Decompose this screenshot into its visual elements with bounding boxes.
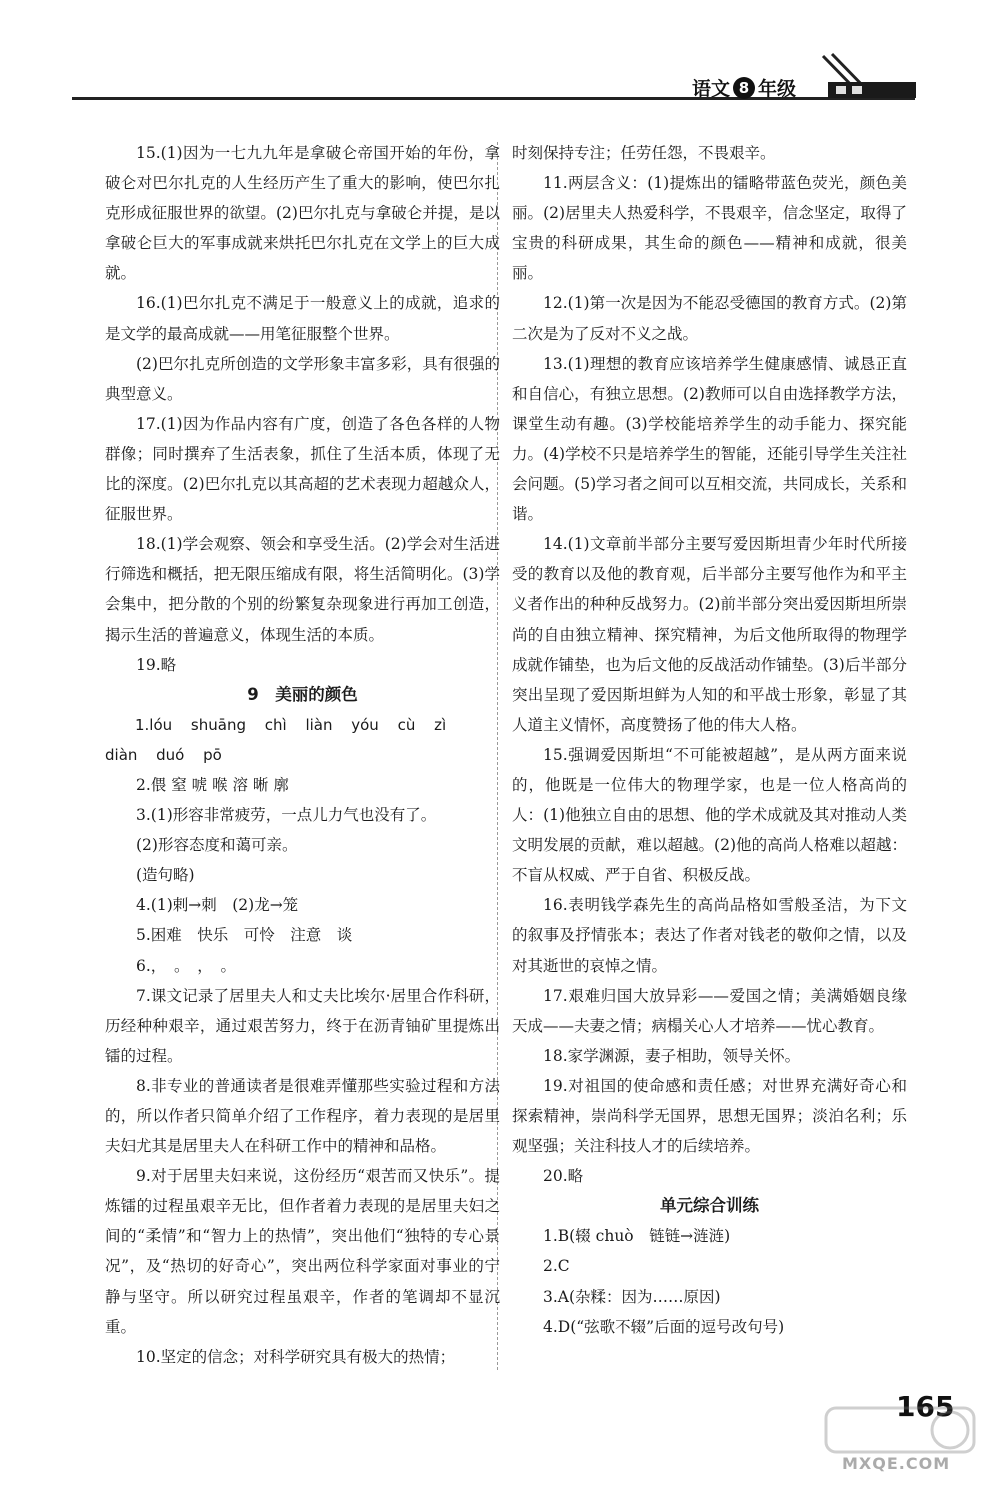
header-subject: 语文 xyxy=(692,78,731,100)
answer-paragraph: 19.略 xyxy=(136,655,177,674)
answer-paragraph: 10.坚定的信念；对科学研究具有极大的热情； xyxy=(136,1347,456,1366)
answer-paragraph: 18.家学渊源，妻子相助，领导关怀。 xyxy=(543,1046,801,1065)
answer-paragraph: 14.(1)文章前半部分主要写爱因斯坦青少年时代所接受的教育以及他的教育观，后半部分主要写他作为和平主义者作出的种种反战努力。(2)前半部分突出爱因斯坦所崇尚的自由独立精神、探究精神，为后文他所取得的物理学成就作铺垫，也为后文他的反战活动作铺垫。(3)后半部分突出呈现了爱因斯坦鲜为人知的和平战士形象，彰显了其人道主义情怀，高度赞扬了他的伟大人格。 xyxy=(512,535,907,734)
answer-paragraph: 7.课文记录了居里夫人和丈夫比埃尔·居里合作科研，历经种种艰辛，通过艰苦努力，终于在沥青铀矿里提炼出镭的过程。 xyxy=(105,986,500,1065)
grade-number-badge: 8 xyxy=(733,77,755,99)
answer-paragraph: (2)巴尔扎克所创造的文学形象丰富多彩，具有很强的典型意义。 xyxy=(105,354,500,403)
answer-paragraph: 3.A(杂糅：因为……原因) xyxy=(543,1287,721,1306)
answer-paragraph: 20.略 xyxy=(543,1167,584,1186)
answer-paragraph: 19.对祖国的使命感和责任感；对世界充满好奇心和探索精神，崇尚科学无国界，思想无国界；淡泊名利；乐观坚强；关注科技人才的后续培养。 xyxy=(512,1076,907,1156)
answer-paragraph: 6.， 。 ， 。 xyxy=(136,956,237,975)
answer-paragraph: 18.(1)学会观察、领会和享受生活。(2)学会对生活进行筛选和概括，把无限压缩成有限，将生活简明化。(3)学会集中，把分散的个别的纷繁复杂现象进行再加工创造，揭示生活的普遍意义，体现生活的本质。 xyxy=(105,535,500,644)
header-decoration xyxy=(818,52,918,100)
pinyin-line: 1.lóu shuāng chì liàn yóu cù zì xyxy=(135,715,447,734)
left-column xyxy=(105,138,500,1372)
answer-paragraph: (2)形容态度和蔼可亲。 xyxy=(136,836,298,855)
pinyin-line: diàn duó pō xyxy=(105,745,222,764)
answer-paragraph: 12.(1)第一次是因为不能忍受德国的教育方式。(2)第二次是为了反对不义之战。 xyxy=(512,294,907,343)
answer-paragraph: 17.(1)因为作品内容有广度，创造了各色各样的人物群像；同时撰弃了生活表象，抓住了生活本质，体现了无比的深度。(2)巴尔扎克以其高超的艺术表现力超越众人，征服世界。 xyxy=(105,414,500,524)
watermark-url: MXQE.COM xyxy=(842,1454,951,1473)
section-heading: 9 美丽的颜色 xyxy=(247,684,358,704)
answer-paragraph: 2.C xyxy=(543,1257,570,1276)
answer-paragraph: (造句略) xyxy=(136,866,195,885)
header-label xyxy=(692,74,796,101)
answer-paragraph: 5.困难 快乐 可怜 注意 谈 xyxy=(136,926,353,945)
answer-paragraph: 时刻保持专注；任劳任怨，不畏艰辛。 xyxy=(512,144,776,162)
answer-paragraph: 16.(1)巴尔扎克不满足于一般意义上的成就，追求的是文学的最高成就——用笔征服整个世界。 xyxy=(105,294,500,343)
answer-paragraph: 3.(1)形容非常疲劳，一点儿力气也没有了。 xyxy=(136,806,437,825)
answer-paragraph: 4.(1)剌→刺 (2)龙→笼 xyxy=(136,896,299,915)
answer-paragraph: 17.艰难归国大放异彩——爱国之情；美满婚姻良缘天成——夫妻之情；病榻关心人才培养——忧心教育。 xyxy=(512,986,907,1035)
answer-paragraph: 1.B(辍 chuò 链链→涟涟) xyxy=(543,1227,731,1246)
right-column xyxy=(512,138,907,1342)
answer-paragraph: 9.对于居里夫妇来说，这份经历“艰苦而又快乐”。提炼镭的过程虽艰辛无比，但作者着力表现的是居里夫妇之间的“柔情”和“智力上的热情”，突出他们“独特的专心景况”，及“热切的好奇心”，突出两位科学家面对事业的宁静与坚守。所以研究过程虽艰辛，作者的笔调却不显沉重。 xyxy=(105,1167,500,1336)
answer-paragraph: 2.偎 窒 唬 喉 溶 晰 廓 xyxy=(136,775,289,794)
answer-paragraph: 11.两层含义：(1)提炼出的镭略带蓝色荧光，颜色美丽。(2)居里夫人热爱科学，不畏艰辛，信念坚定，取得了宝贵的科研成果，其生命的颜色——精神和成就，很美丽。 xyxy=(512,174,907,283)
answer-paragraph: 15.强调爱因斯坦“不可能被超越”，是从两方面来说的，他既是一位伟大的物理学家，也是一位人格高尚的人：(1)他独立自由的思想、他的学术成就及其对推动人类文明发展的贡献，难以超越。(2)他的高尚人格难以超越：不盲从权威、严于自省、积极反战。 xyxy=(512,745,907,885)
answer-paragraph: 8.非专业的普通读者是很难弄懂那些实验过程和方法的，所以作者只简单介绍了工作程序，着力表现的是居里夫妇尤其是居里夫人在科研工作中的精神和品格。 xyxy=(105,1076,500,1156)
answer-paragraph: 15.(1)因为一七九九年是拿破仑帝国开始的年份，拿破仑对巴尔扎克的人生经历产生了重大的影响，使巴尔扎克形成征服世界的欲望。(2)巴尔扎克与拿破仑并提，是以拿破仑巨大的军事成就来烘托巴尔扎克在文学上的巨大成就。 xyxy=(105,144,500,283)
answer-paragraph: 4.D(“弦歌不辍”后面的逗号改句号) xyxy=(543,1317,785,1336)
answer-paragraph: 13.(1)理想的教育应该培养学生健康感情、诚恳正直和自信心，有独立思想。(2)教师可以自由选择教学方法，课堂生动有趣。(3)学校能培养学生的动手能力、探究能力。(4)学校不只是培养学生的智能，还能引导学生关注社会问题。(5)学习者之间可以互相交流，共同成长，关系和谐。 xyxy=(512,354,907,524)
section-heading: 单元综合训练 xyxy=(660,1196,759,1216)
page-number: 165 xyxy=(896,1390,955,1423)
header-grade-suffix: 年级 xyxy=(758,78,797,100)
answer-paragraph: 16.表明钱学森先生的高尚品格如雪般圣洁，为下文的叙事及抒情张本；表达了作者对钱老的敬仰之情，以及对其逝世的哀悼之情。 xyxy=(512,896,907,975)
